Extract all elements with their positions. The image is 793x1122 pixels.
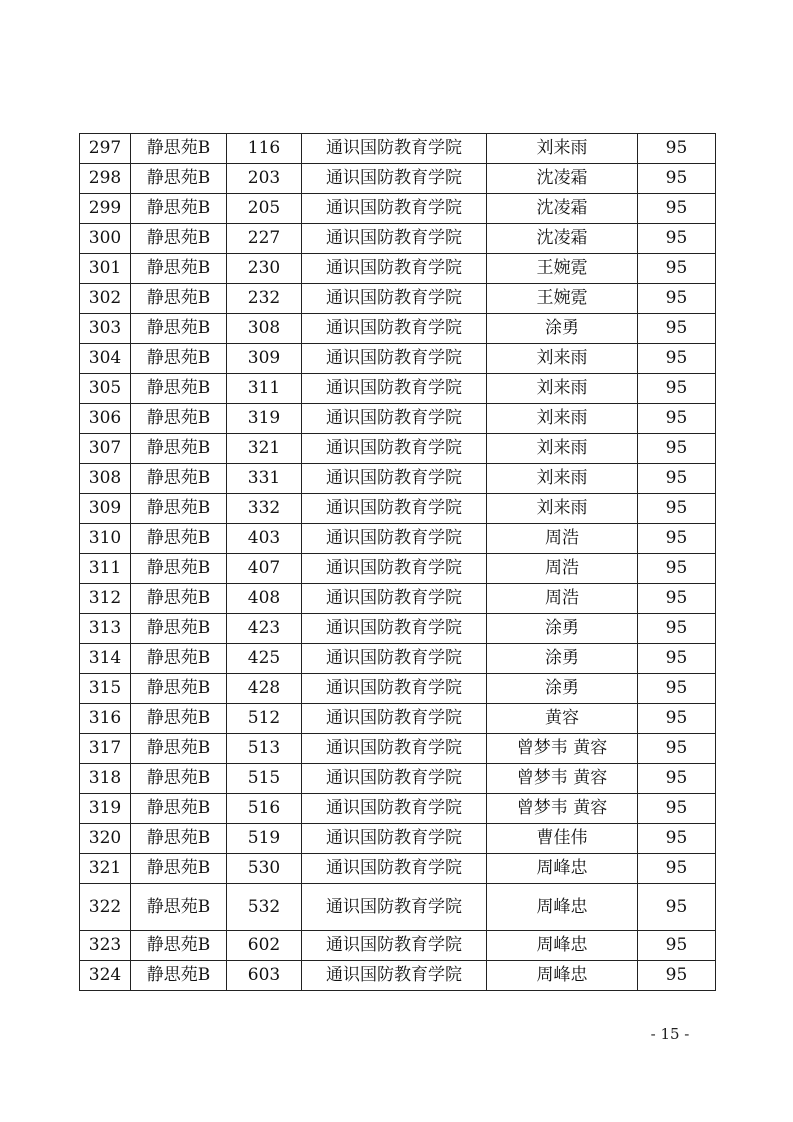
score-value: 95 [638, 884, 716, 931]
score-value: 95 [638, 134, 716, 164]
college-name: 通识国防教育学院 [302, 674, 487, 704]
person-name: 周峰忠 [487, 961, 638, 991]
college-name: 通识国防教育学院 [302, 704, 487, 734]
person-name: 王婉霓 [487, 254, 638, 284]
building-name: 静思苑B [131, 524, 227, 554]
score-value: 95 [638, 704, 716, 734]
score-value: 95 [638, 764, 716, 794]
room-number: 516 [227, 794, 302, 824]
table-row [80, 494, 716, 524]
room-number: 408 [227, 584, 302, 614]
table-row [80, 794, 716, 824]
person-name: 曾梦韦 黄容 [487, 794, 638, 824]
room-number: 309 [227, 344, 302, 374]
college-name: 通识国防教育学院 [302, 224, 487, 254]
person-name: 涂勇 [487, 644, 638, 674]
score-value: 95 [638, 464, 716, 494]
row-number: 324 [80, 961, 131, 991]
row-number: 321 [80, 854, 131, 884]
building-name: 静思苑B [131, 554, 227, 584]
table-row [80, 134, 716, 164]
building-name: 静思苑B [131, 464, 227, 494]
building-name: 静思苑B [131, 164, 227, 194]
score-value: 95 [638, 494, 716, 524]
room-number: 519 [227, 824, 302, 854]
table-row [80, 931, 716, 961]
table-row [80, 854, 716, 884]
row-number: 311 [80, 554, 131, 584]
person-name: 周峰忠 [487, 884, 638, 931]
table-row [80, 194, 716, 224]
room-number: 205 [227, 194, 302, 224]
room-number: 423 [227, 614, 302, 644]
building-name: 静思苑B [131, 194, 227, 224]
row-number: 306 [80, 404, 131, 434]
row-number: 307 [80, 434, 131, 464]
person-name: 周峰忠 [487, 854, 638, 884]
score-value: 95 [638, 224, 716, 254]
person-name: 涂勇 [487, 614, 638, 644]
college-name: 通识国防教育学院 [302, 764, 487, 794]
score-value: 95 [638, 584, 716, 614]
college-name: 通识国防教育学院 [302, 644, 487, 674]
college-name: 通识国防教育学院 [302, 584, 487, 614]
table-row [80, 614, 716, 644]
college-name: 通识国防教育学院 [302, 794, 487, 824]
score-value: 95 [638, 674, 716, 704]
score-value: 95 [638, 794, 716, 824]
table-body [80, 134, 716, 991]
college-name: 通识国防教育学院 [302, 164, 487, 194]
row-number: 315 [80, 674, 131, 704]
row-number: 299 [80, 194, 131, 224]
room-number: 232 [227, 284, 302, 314]
room-number: 230 [227, 254, 302, 284]
room-number: 319 [227, 404, 302, 434]
room-number: 227 [227, 224, 302, 254]
table-row [80, 254, 716, 284]
room-number: 428 [227, 674, 302, 704]
person-name: 周浩 [487, 554, 638, 584]
table-row [80, 674, 716, 704]
score-value: 95 [638, 344, 716, 374]
row-number: 297 [80, 134, 131, 164]
building-name: 静思苑B [131, 674, 227, 704]
table-row [80, 824, 716, 854]
table-row [80, 644, 716, 674]
row-number: 309 [80, 494, 131, 524]
college-name: 通识国防教育学院 [302, 134, 487, 164]
row-number: 317 [80, 734, 131, 764]
table-row [80, 224, 716, 254]
college-name: 通识国防教育学院 [302, 554, 487, 584]
person-name: 周浩 [487, 524, 638, 554]
row-number: 304 [80, 344, 131, 374]
person-name: 刘来雨 [487, 494, 638, 524]
score-value: 95 [638, 554, 716, 584]
person-name: 刘来雨 [487, 344, 638, 374]
row-number: 312 [80, 584, 131, 614]
row-number: 300 [80, 224, 131, 254]
college-name: 通识国防教育学院 [302, 931, 487, 961]
score-value: 95 [638, 734, 716, 764]
table-row [80, 404, 716, 434]
room-number: 321 [227, 434, 302, 464]
table-row [80, 344, 716, 374]
score-value: 95 [638, 314, 716, 344]
room-number: 602 [227, 931, 302, 961]
building-name: 静思苑B [131, 931, 227, 961]
college-name: 通识国防教育学院 [302, 344, 487, 374]
person-name: 刘来雨 [487, 134, 638, 164]
building-name: 静思苑B [131, 494, 227, 524]
table-row [80, 764, 716, 794]
row-number: 323 [80, 931, 131, 961]
table-row [80, 374, 716, 404]
building-name: 静思苑B [131, 344, 227, 374]
room-number: 603 [227, 961, 302, 991]
room-number: 203 [227, 164, 302, 194]
room-number: 403 [227, 524, 302, 554]
table-row [80, 434, 716, 464]
room-number: 532 [227, 884, 302, 931]
room-number: 311 [227, 374, 302, 404]
room-number: 332 [227, 494, 302, 524]
page-number: - 15 - [650, 1025, 690, 1043]
building-name: 静思苑B [131, 404, 227, 434]
row-number: 305 [80, 374, 131, 404]
building-name: 静思苑B [131, 284, 227, 314]
college-name: 通识国防教育学院 [302, 284, 487, 314]
score-value: 95 [638, 961, 716, 991]
room-number: 515 [227, 764, 302, 794]
college-name: 通识国防教育学院 [302, 404, 487, 434]
person-name: 沈凌霜 [487, 224, 638, 254]
person-name: 王婉霓 [487, 284, 638, 314]
score-value: 95 [638, 164, 716, 194]
row-number: 319 [80, 794, 131, 824]
row-number: 316 [80, 704, 131, 734]
building-name: 静思苑B [131, 961, 227, 991]
row-number: 303 [80, 314, 131, 344]
building-name: 静思苑B [131, 314, 227, 344]
building-name: 静思苑B [131, 764, 227, 794]
college-name: 通识国防教育学院 [302, 464, 487, 494]
college-name: 通识国防教育学院 [302, 254, 487, 284]
row-number: 310 [80, 524, 131, 554]
college-name: 通识国防教育学院 [302, 434, 487, 464]
building-name: 静思苑B [131, 374, 227, 404]
person-name: 曹佳伟 [487, 824, 638, 854]
table-row [80, 584, 716, 614]
college-name: 通识国防教育学院 [302, 961, 487, 991]
person-name: 涂勇 [487, 674, 638, 704]
row-number: 302 [80, 284, 131, 314]
score-value: 95 [638, 824, 716, 854]
college-name: 通识国防教育学院 [302, 314, 487, 344]
score-value: 95 [638, 374, 716, 404]
building-name: 静思苑B [131, 584, 227, 614]
person-name: 曾梦韦 黄容 [487, 764, 638, 794]
college-name: 通识国防教育学院 [302, 734, 487, 764]
college-name: 通识国防教育学院 [302, 374, 487, 404]
building-name: 静思苑B [131, 734, 227, 764]
score-value: 95 [638, 434, 716, 464]
score-value: 95 [638, 284, 716, 314]
person-name: 沈凌霜 [487, 194, 638, 224]
college-name: 通识国防教育学院 [302, 194, 487, 224]
building-name: 静思苑B [131, 254, 227, 284]
building-name: 静思苑B [131, 884, 227, 931]
score-value: 95 [638, 931, 716, 961]
room-number: 530 [227, 854, 302, 884]
room-number: 308 [227, 314, 302, 344]
room-number: 512 [227, 704, 302, 734]
person-name: 周峰忠 [487, 931, 638, 961]
building-name: 静思苑B [131, 704, 227, 734]
table-row [80, 284, 716, 314]
building-name: 静思苑B [131, 854, 227, 884]
score-value: 95 [638, 644, 716, 674]
table-row [80, 704, 716, 734]
person-name: 涂勇 [487, 314, 638, 344]
building-name: 静思苑B [131, 134, 227, 164]
score-value: 95 [638, 854, 716, 884]
row-number: 322 [80, 884, 131, 931]
row-number: 298 [80, 164, 131, 194]
row-number: 308 [80, 464, 131, 494]
row-number: 318 [80, 764, 131, 794]
room-number: 513 [227, 734, 302, 764]
building-name: 静思苑B [131, 614, 227, 644]
person-name: 黄容 [487, 704, 638, 734]
building-name: 静思苑B [131, 824, 227, 854]
building-name: 静思苑B [131, 794, 227, 824]
college-name: 通识国防教育学院 [302, 494, 487, 524]
room-number: 331 [227, 464, 302, 494]
college-name: 通识国防教育学院 [302, 854, 487, 884]
table-row [80, 164, 716, 194]
table-row [80, 554, 716, 584]
score-value: 95 [638, 404, 716, 434]
row-number: 313 [80, 614, 131, 644]
table-row [80, 464, 716, 494]
building-name: 静思苑B [131, 224, 227, 254]
room-number: 116 [227, 134, 302, 164]
room-number: 425 [227, 644, 302, 674]
building-name: 静思苑B [131, 644, 227, 674]
college-name: 通识国防教育学院 [302, 614, 487, 644]
person-name: 刘来雨 [487, 464, 638, 494]
college-name: 通识国防教育学院 [302, 824, 487, 854]
row-number: 314 [80, 644, 131, 674]
score-value: 95 [638, 614, 716, 644]
row-number: 320 [80, 824, 131, 854]
score-value: 95 [638, 194, 716, 224]
table-row [80, 314, 716, 344]
person-name: 刘来雨 [487, 434, 638, 464]
table-row [80, 961, 716, 991]
person-name: 沈凌霜 [487, 164, 638, 194]
row-number: 301 [80, 254, 131, 284]
table-row [80, 734, 716, 764]
person-name: 曾梦韦 黄容 [487, 734, 638, 764]
score-value: 95 [638, 524, 716, 554]
person-name: 刘来雨 [487, 374, 638, 404]
college-name: 通识国防教育学院 [302, 524, 487, 554]
dormitory-score-table [79, 133, 716, 991]
building-name: 静思苑B [131, 434, 227, 464]
person-name: 刘来雨 [487, 404, 638, 434]
room-number: 407 [227, 554, 302, 584]
score-value: 95 [638, 254, 716, 284]
person-name: 周浩 [487, 584, 638, 614]
table-row [80, 524, 716, 554]
college-name: 通识国防教育学院 [302, 884, 487, 931]
table-row [80, 884, 716, 931]
